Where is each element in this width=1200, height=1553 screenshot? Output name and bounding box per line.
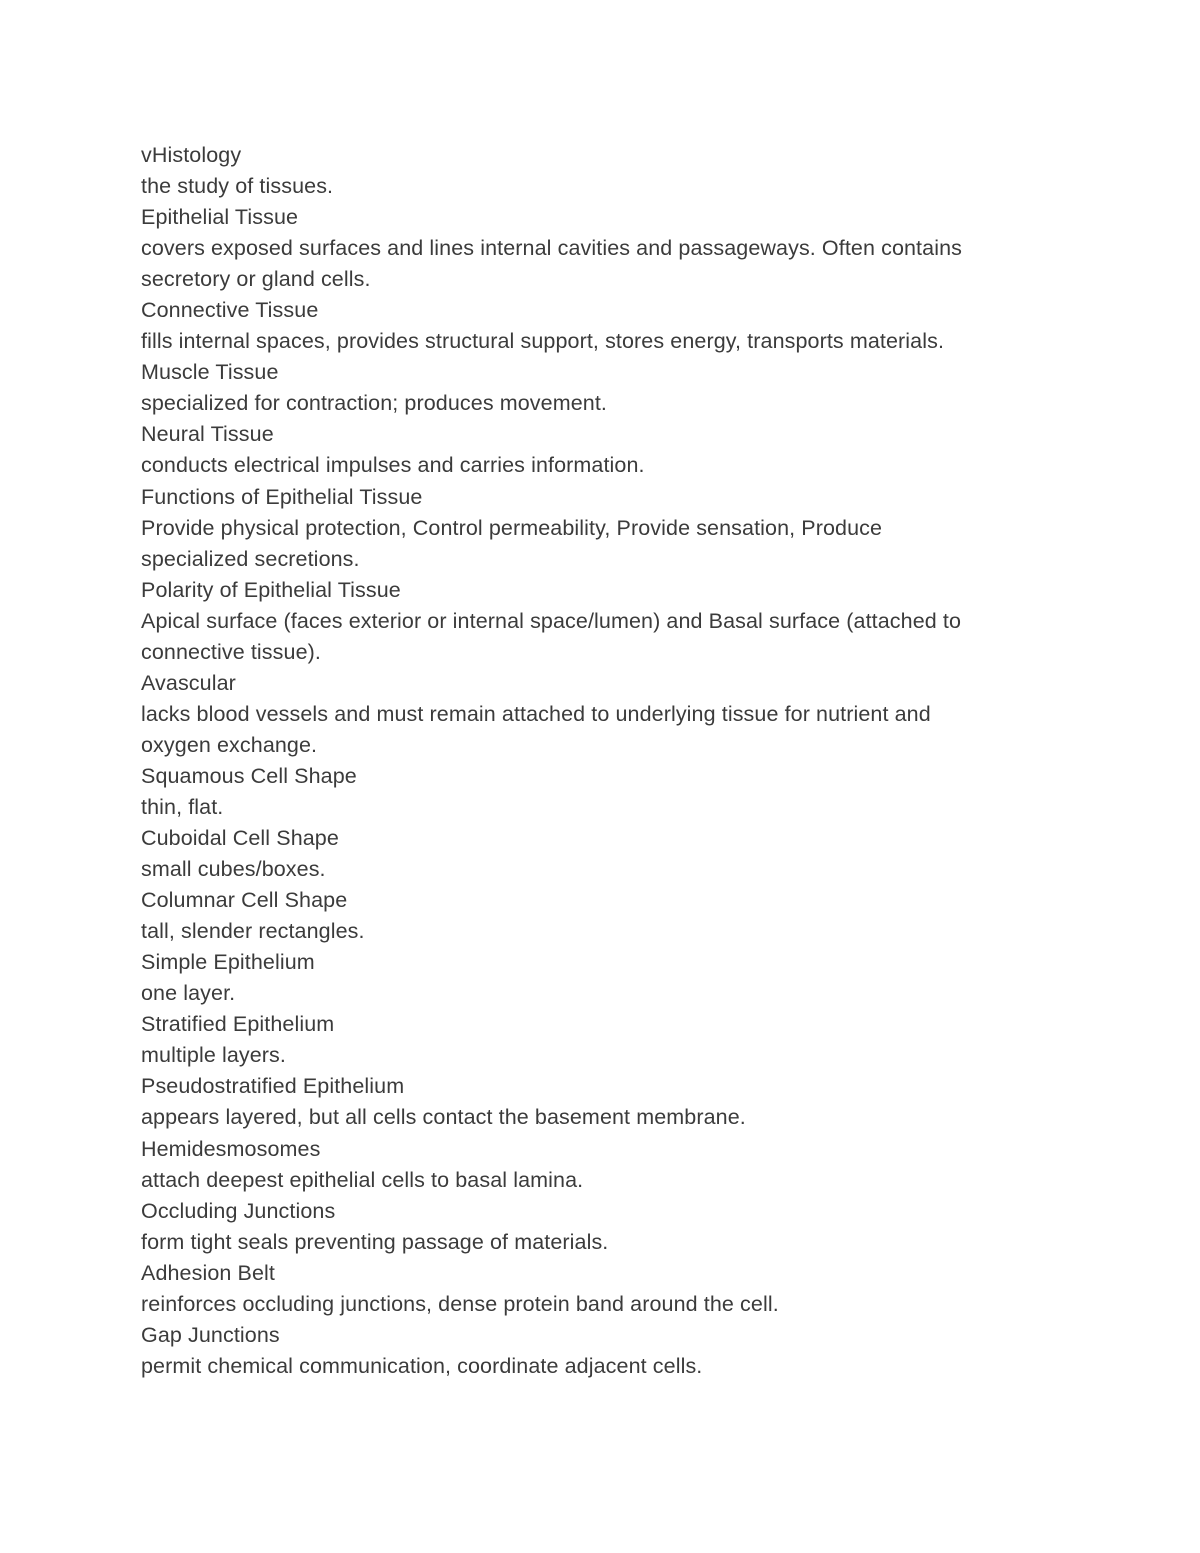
term-heading: Adhesion Belt [141,1260,275,1285]
term-heading: Neural Tissue [141,422,274,447]
term-heading: Functions of Epithelial Tissue [141,484,423,509]
term-heading: Columnar Cell Shape [141,888,348,913]
definition-text: form tight seals preventing passage of materials. [141,1229,609,1254]
definition-text: covers exposed surfaces and lines internal cavities and passageways. Often contains [141,236,962,261]
definition-text: appears layered, but all cells contact the basement membrane. [141,1105,746,1130]
definition-text: one layer. [141,981,236,1006]
term-heading: Occluding Junctions [141,1198,336,1223]
term-heading: Gap Junctions [141,1322,280,1347]
term-heading: Hemidesmosomes [141,1136,321,1161]
definition-text: permit chemical communication, coordinate adjacent cells. [141,1353,703,1378]
definition-text: Apical surface (faces exterior or internal space/lumen) and Basal surface (attached to [141,608,962,633]
definition-text: reinforces occluding junctions, dense protein band around the cell. [141,1291,779,1316]
definition-text: Provide physical protection, Control permeability, Provide sensation, Produce [141,515,883,540]
definition-text: oxygen exchange. [141,732,318,757]
term-heading: Simple Epithelium [141,950,315,975]
term-heading: Connective Tissue [141,298,319,323]
term-heading: Cuboidal Cell Shape [141,826,339,851]
definition-text: secretory or gland cells. [141,267,371,292]
term-heading: Epithelial Tissue [141,205,299,230]
term-heading: Polarity of Epithelial Tissue [141,577,401,602]
definition-text: small cubes/boxes. [141,857,326,882]
definition-text: tall, slender rectangles. [141,919,365,944]
document-body [141,140,1041,1382]
definition-text: fills internal spaces, provides structural support, stores energy, transports materials. [141,329,945,354]
definition-text: lacks blood vessels and must remain attached to underlying tissue for nutrient and [141,701,931,726]
term-heading: Pseudostratified Epithelium [141,1074,405,1099]
term-heading: Muscle Tissue [141,360,279,385]
definition-text: conducts electrical impulses and carries information. [141,453,645,478]
definition-text: connective tissue). [141,639,321,664]
definition-text: multiple layers. [141,1043,286,1068]
definition-text: the study of tissues. [141,174,334,199]
definition-text: attach deepest epithelial cells to basal lamina. [141,1167,584,1192]
term-heading: Squamous Cell Shape [141,763,357,788]
document-title: vHistology [141,143,242,167]
definition-text: thin, flat. [141,794,224,819]
definition-text: specialized secretions. [141,546,360,571]
term-heading: Avascular [141,670,236,695]
definition-text: specialized for contraction; produces movement. [141,391,607,416]
term-heading: Stratified Epithelium [141,1012,335,1037]
